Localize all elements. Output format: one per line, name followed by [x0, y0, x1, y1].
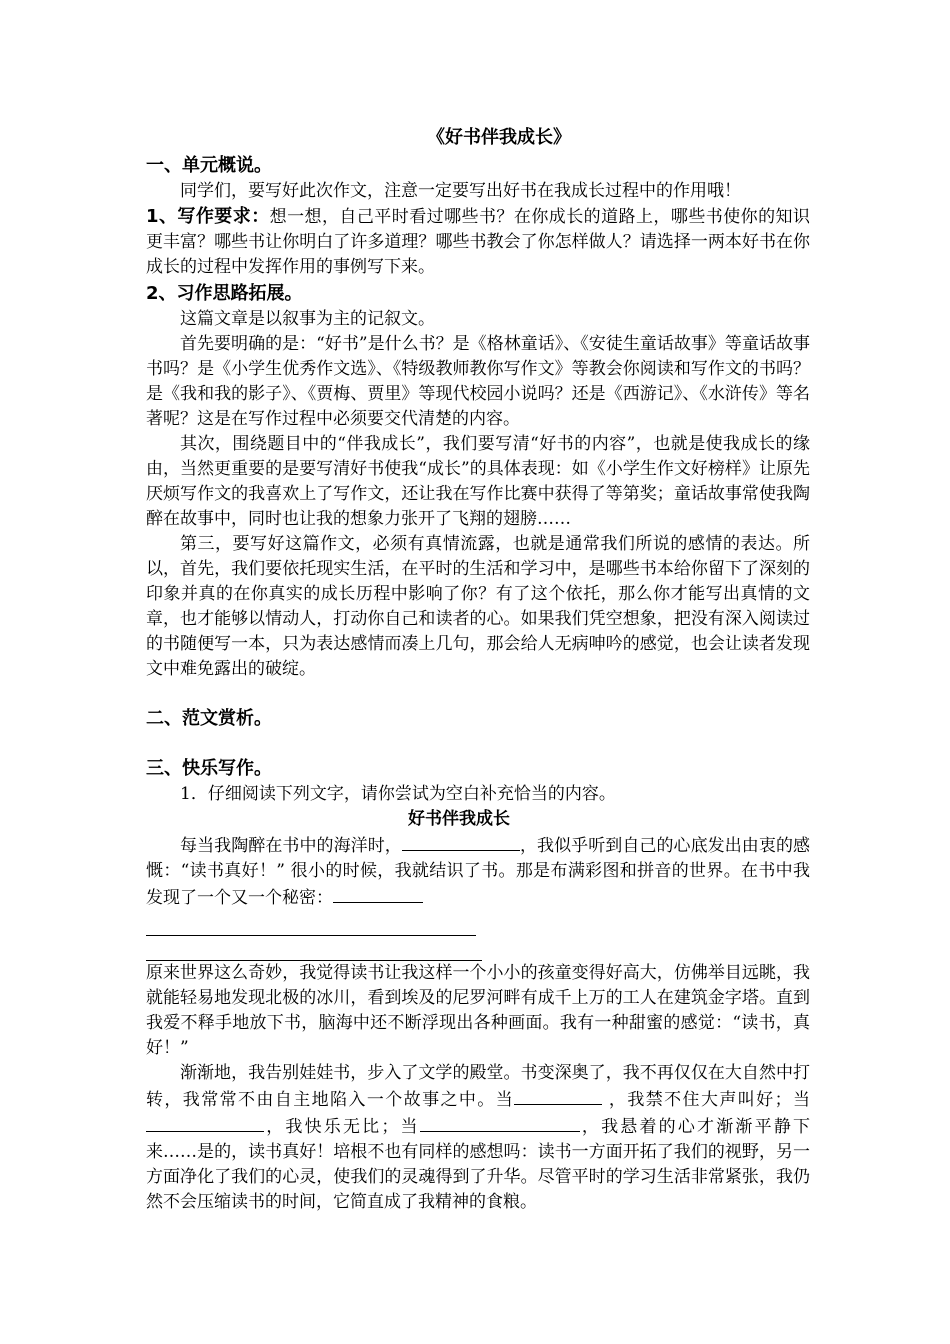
- essay-paragraph-3: [146, 1061, 810, 1215]
- section-2-heading: 二、范文赏析。: [146, 708, 272, 729]
- writing-requirements-label: 1、写作要求：: [146, 206, 270, 227]
- essay-text: ，我禁不住大声叫好；当: [602, 1090, 810, 1110]
- essay-text: 渐渐地，我告别娃娃书，步入了文学的殿堂。书变深奥了，我不再仅仅在大自然中打转，我常常不由自主地陷入一个故事之中。当: [146, 1063, 810, 1110]
- essay-paragraph-2: 原来世界这么奇妙，我觉得读书让我这样一个小小的孩童变得好高大，仿佛举目远眺，我就能轻易地发现北极的冰川，看到埃及的尼罗河畔有成千上万的工人在建筑金字塔。直到我爱不释手地放下书，脑海中还不断浮现出各种画面。我有一种甜蜜的感觉：“读书，真好！”: [146, 963, 810, 1058]
- exercise-instruction: 1．仔细阅读下列文字，请你尝试为空白补充恰当的内容。: [180, 784, 616, 804]
- spacer: [146, 682, 810, 705]
- document-content: [146, 124, 810, 1215]
- fill-blank[interactable]: [514, 1086, 602, 1105]
- fill-blank[interactable]: [333, 884, 423, 903]
- section-3-heading: 三、快乐写作。: [146, 758, 272, 779]
- fill-blank-line[interactable]: [146, 936, 482, 961]
- essay-paragraph-1: [146, 832, 810, 911]
- essay-text: 每当我陶醉在书中的海洋时，: [180, 836, 402, 856]
- spacer: [146, 732, 810, 755]
- fill-blank-line[interactable]: [146, 911, 476, 936]
- paragraph-second: 其次，围绕题目中的“伴我成长”，我们要写清“好书的内容”，也就是使我成长的缘由，当然更重要的是要写清好书使我“成长”的具体表现：如《小学生作文好榜样》让原先厌烦写作文的我喜欢上了写作文，还让我在写作比赛中获得了等第奖；童话故事常使我陶醉在故事中，同时也让我的想象力张开了飞翔的翅膀……: [146, 434, 810, 529]
- paragraph-genre: 这篇文章是以叙事为主的记叙文。: [180, 309, 435, 329]
- paragraph-first: 首先要明确的是：“好书”是什么书？是《格林童话》、《安徒生童话故事》等童话故事书吗？是《小学生优秀作文选》、《特级教师教你写作文》等教会你阅读和写作文的书吗？是《我和我的影子》、《贾梅、贾里》等现代校园小说吗？还是《西游记》、《水浒传》等名著呢？这是在写作过程中必须要交代清楚的内容。: [146, 334, 810, 429]
- essay-text: ，我快乐无比；当: [264, 1117, 420, 1137]
- section-1-intro: 同学们，要写好此次作文，注意一定要写出好书在我成长过程中的作用哦！: [180, 181, 741, 201]
- fill-blank[interactable]: [420, 1113, 580, 1132]
- essay-text: ，我似乎听到自己的心底发出由衷的感慨：“读书真好！” 很小的时候，我就结识了书。那是布满彩图和拼音的世界。在书中我发现了一个又一个秘密：: [146, 836, 811, 908]
- paragraph-third: 第三，要写好这篇作文，必须有真情流露，也就是通常我们所说的感情的表达。所以，首先，我们要依托现实生活，在平时的生活和学习中，是哪些书本给你留下了深刻的印象并真的在你真实的成长历程中影响了你？有了这个依托，那么你才能写出真情的文章，也才能够以情动人，打动你自己和读者的心。如果我们凭空想象，把没有深入阅读过的书随便写一本，只为表达感情而凑上几句，那会给人无病呻吟的感觉，也会让读者发现文中难免露出的破绽。: [146, 534, 810, 679]
- writing-ideas-heading: 2、习作思路拓展。: [146, 283, 303, 304]
- section-1-heading: 一、单元概说。: [146, 155, 272, 176]
- fill-blank[interactable]: [402, 832, 520, 851]
- document-title: 《好书伴我成长》: [427, 127, 571, 148]
- writing-requirements-text: 想一想，自己平时看过哪些书？在你成长的道路上，哪些书使你的知识更丰富？哪些书让你明白了许多道理？哪些书教会了你怎样做人？请选择一两本好书在你成长的过程中发挥作用的事例写下来。: [146, 207, 810, 277]
- fill-blank[interactable]: [146, 1113, 264, 1132]
- essay-title: 好书伴我成长: [408, 809, 510, 829]
- writing-requirements: [146, 204, 810, 280]
- essay-text: ，我悬着的心才渐渐平静下来……是的，读书真好！培根不也有同样的感想吗：读书一方面开拓了我们的视野，另一方面净化了我们的心灵，使我们的灵魂得到了升华。尽管平时的学习生活非常紧张，我仍然不会压缩读书的时间，它简直成了我精神的食粮。: [146, 1117, 811, 1212]
